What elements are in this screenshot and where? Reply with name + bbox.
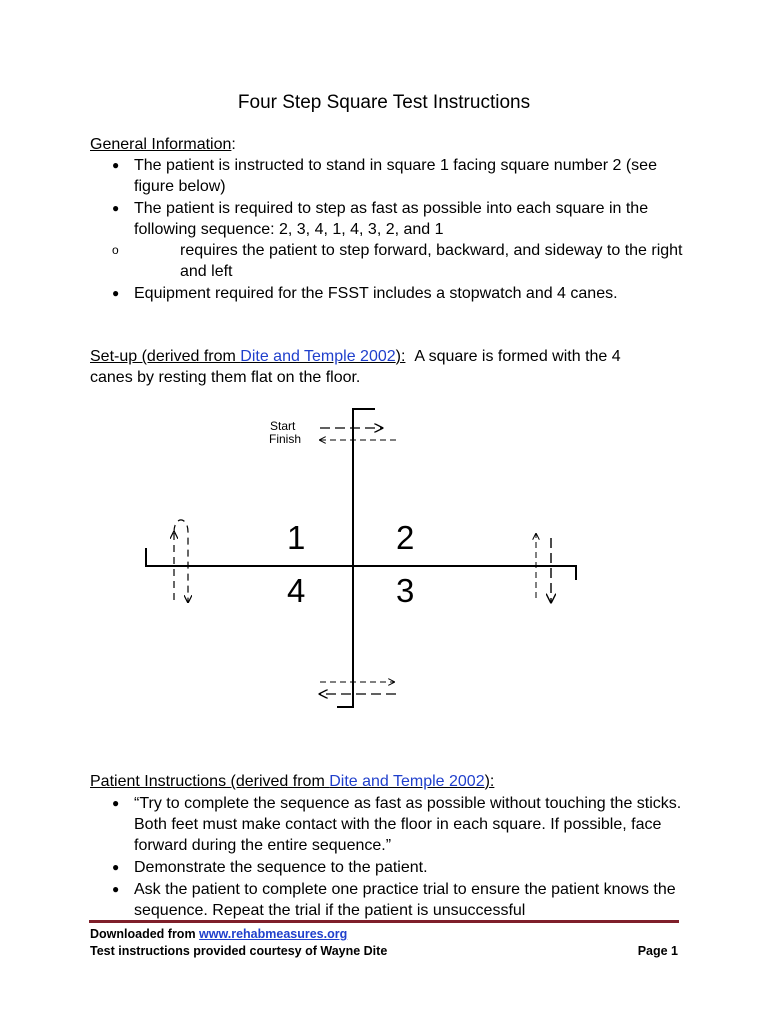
vertical-cane — [337, 409, 375, 707]
bullet-dot-icon: ● — [112, 860, 120, 874]
general-bullet-1 — [90, 155, 690, 197]
general-bullet-3-text: Equipment required for the FSST includes a stopwatch and 4 canes. — [134, 285, 618, 302]
four-square-diagram — [0, 400, 768, 720]
footer-courtesy: Test instructions provided courtesy of Wayne Dite — [90, 944, 388, 958]
patient-bullet-3-text: Ask the patient to complete one practice trial to ensure the patient knows the sequence. Repeat the trial if the patient is unsuccessful — [134, 881, 676, 919]
circle-bullet-icon: o — [112, 243, 119, 257]
patient-label-end: ): — [484, 773, 495, 790]
general-subbullet — [90, 240, 690, 282]
general-bullet-1-text: The patient is instructed to stand in square 1 facing square number 2 (see figure below) — [134, 157, 657, 195]
patient-bullet-2-text: Demonstrate the sequence to the patient. — [134, 859, 428, 876]
general-heading-label: General Information — [90, 136, 232, 153]
bullet-dot-icon: ● — [112, 882, 120, 896]
general-heading-colon: : — [231, 136, 236, 153]
bullet-dot-icon: ● — [112, 201, 120, 215]
square-4-label: 4 — [287, 572, 306, 609]
patient-label-start: Patient Instructions (derived from — [90, 773, 330, 790]
general-subbullet-text: requires the patient to step forward, backward, and sideway to the right and left — [180, 242, 683, 280]
finish-label: Finish — [269, 432, 302, 446]
bullet-dot-icon: ● — [112, 286, 120, 300]
setup-text-line1: A square is formed with the 4 — [414, 348, 621, 365]
general-bullet-2 — [90, 198, 690, 240]
setup-label-start: Set-up (derived from — [90, 348, 241, 365]
horizontal-cane — [146, 548, 576, 580]
page-title: Four Step Square Test Instructions — [237, 92, 531, 113]
general-bullet-3 — [90, 283, 690, 304]
setup-paragraph — [90, 346, 690, 388]
setup-citation-link[interactable]: Dite and Temple 2002 — [240, 348, 396, 365]
setup-label — [90, 348, 405, 365]
footer-divider — [89, 920, 679, 923]
patient-bullet-1 — [90, 793, 690, 856]
patient-heading — [90, 771, 690, 792]
bullet-dot-icon: ● — [112, 796, 120, 810]
patient-list — [90, 793, 690, 921]
square-2-label: 2 — [396, 519, 415, 556]
left-arrow-loop — [174, 520, 188, 602]
patient-bullet-3 — [90, 879, 690, 921]
footer-downloaded-prefix: Downloaded from — [90, 927, 200, 941]
setup-line-1 — [90, 346, 690, 367]
start-label: Start — [270, 419, 296, 433]
patient-label — [90, 773, 494, 790]
setup-label-end: ): — [395, 348, 406, 365]
footer-page-number: Page 1 — [637, 944, 678, 958]
footer-website-link[interactable]: www.rehabmeasures.org — [199, 927, 348, 941]
general-heading — [90, 134, 236, 155]
general-list — [90, 155, 690, 304]
footer-downloaded — [90, 927, 347, 941]
patient-citation-link[interactable]: Dite and Temple 2002 — [329, 773, 485, 790]
patient-bullet-2 — [90, 857, 690, 878]
bullet-dot-icon: ● — [112, 158, 120, 172]
general-bullet-2-text: The patient is required to step as fast as possible into each square in the following sequence: 2, 3, 4, 1, 4, 3, 2, and 1 — [134, 200, 649, 238]
setup-line-2: canes by resting them flat on the floor. — [90, 369, 361, 386]
square-3-label: 3 — [396, 572, 415, 609]
square-1-label: 1 — [287, 519, 306, 556]
patient-bullet-1-text: “Try to complete the sequence as fast as possible without touching the sticks. Both feet must make contact with the floor in each square. If possible, face forward during the entire sequence.” — [134, 795, 682, 854]
